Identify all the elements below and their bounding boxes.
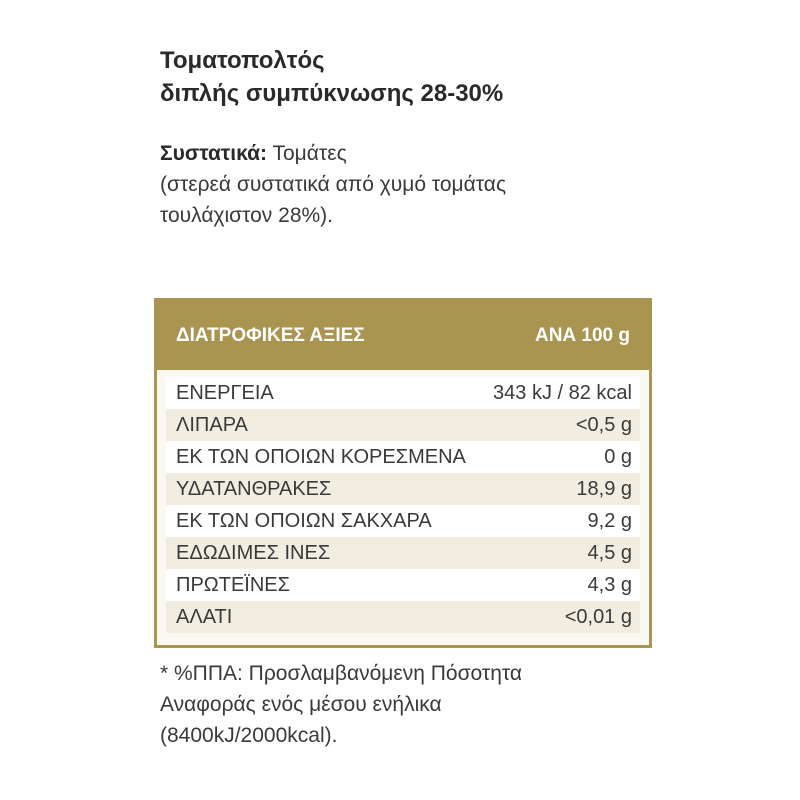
nutrient-value: 0 g <box>604 445 632 468</box>
ingredients-first-item: Τομάτες <box>267 142 347 165</box>
nutrient-value: 4,3 g <box>587 573 632 596</box>
product-title-line-2: διπλής συμπύκνωσης 28-30% <box>160 80 504 107</box>
footnote-line-2: Αναφοράς ενός μέσου ενήλικα <box>160 693 442 716</box>
nutrient-value: 18,9 g <box>576 477 632 500</box>
footnote-line-3: (8400kJ/2000kcal). <box>160 724 338 747</box>
nutrient-value: 9,2 g <box>587 509 632 532</box>
nutrition-table-header <box>157 301 649 370</box>
nutrition-header-label: ΔΙΑΤΡΟΦΙΚΕΣ ΑΞΙΕΣ <box>176 324 365 346</box>
ingredients-label: Συστατικά: <box>160 142 268 165</box>
nutrient-name: ΥΔΑΤΑΝΘΡΑΚΕΣ <box>176 477 332 500</box>
nutrient-name: ΛΙΠΑΡΑ <box>176 413 248 436</box>
nutrition-row <box>166 569 640 601</box>
nutrition-row <box>166 537 640 569</box>
ingredients-line-2: (στερεά συστατικά από χυμό τομάτας <box>160 173 507 196</box>
ingredients-line-3: τουλάχιστον 28%). <box>160 204 334 227</box>
nutrient-value: 4,5 g <box>587 541 632 564</box>
ingredients-line-1 <box>160 138 660 169</box>
nutrition-rows <box>166 377 640 633</box>
nutrient-name: ΕΝΕΡΓΕΙΑ <box>176 381 274 404</box>
product-title-line-1: Τοματοπολτός <box>160 47 325 74</box>
nutrient-name: ΕΔΩΔΙΜΕΣ ΙΝΕΣ <box>176 541 331 564</box>
product-title <box>160 44 503 110</box>
nutrient-name: ΕΚ ΤΩΝ ΟΠΟΙΩΝ ΚΟΡΕΣΜΕΝΑ <box>176 445 466 468</box>
footnote-line-1: * %ΠΠΑ: Προσλαμβανόμενη Πόσοτητα <box>160 662 523 685</box>
nutrition-table <box>154 298 652 648</box>
nutrition-row <box>166 473 640 505</box>
footnote <box>160 658 680 751</box>
nutrient-value: 343 kJ / 82 kcal <box>493 381 632 404</box>
nutrition-header-unit: ΑΝΑ 100 g <box>534 324 630 346</box>
nutrient-name: ΕΚ ΤΩΝ ΟΠΟΙΩΝ ΣΑΚΧΑΡΑ <box>176 509 432 532</box>
nutrient-value: <0,5 g <box>575 413 632 436</box>
nutrition-row <box>166 377 640 409</box>
nutrient-name: ΠΡΩΤΕΪΝΕΣ <box>176 573 290 596</box>
nutrient-name: ΑΛΑΤΙ <box>176 605 233 628</box>
nutrition-row <box>166 441 640 473</box>
nutrition-row <box>166 409 640 441</box>
nutrition-row <box>166 601 640 633</box>
nutrient-value: <0,01 g <box>564 605 632 628</box>
ingredients-block <box>160 138 660 231</box>
nutrition-row <box>166 505 640 537</box>
